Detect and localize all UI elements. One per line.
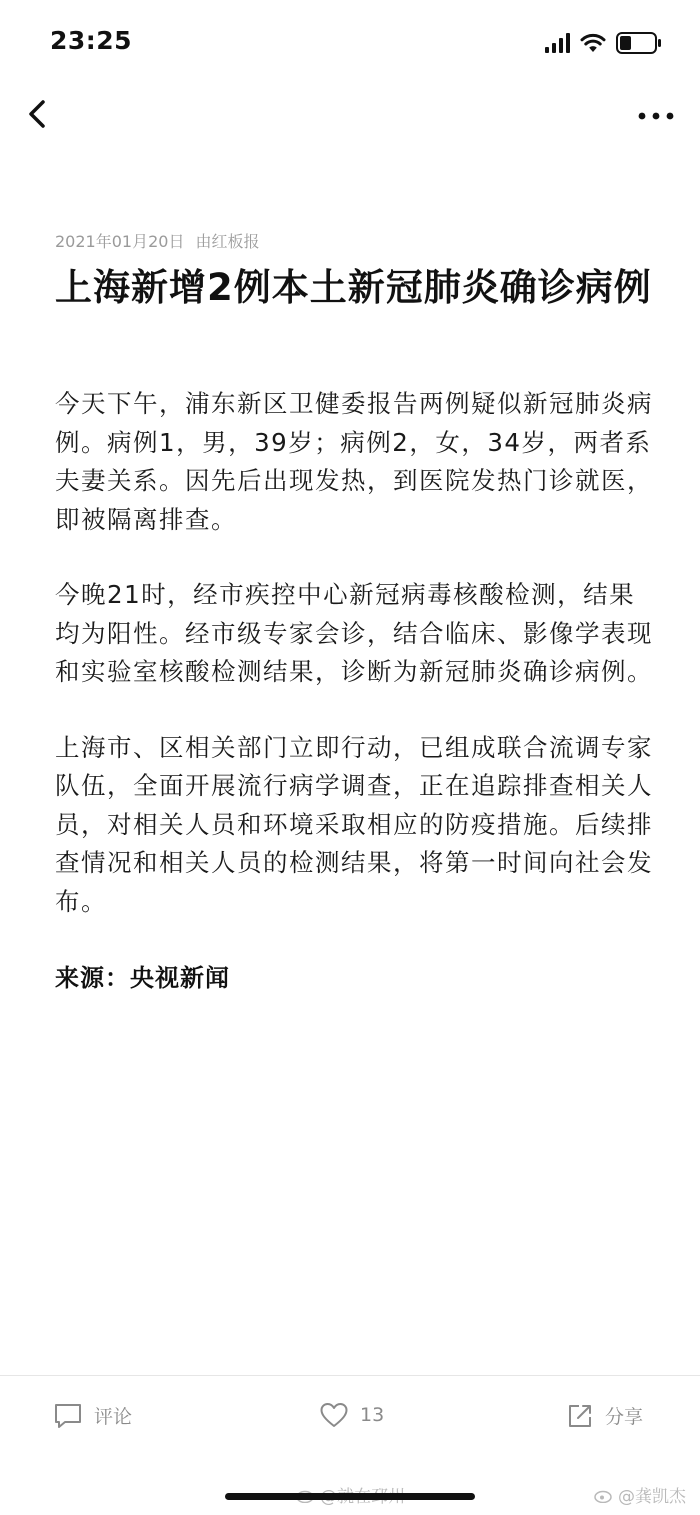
article-date: 2021年01月20日 [55, 232, 185, 251]
bottom-action-bar [0, 1375, 700, 1456]
article-paragraph: 今天下午，浦东新区卫健委报告两例疑似新冠肺炎病例。病例1，男，39岁；病例2，女，34岁，两者系夫妻关系。因先后出现发热，到医院发热门诊就医，即被隔离排查。 [55, 389, 653, 534]
article-meta [55, 226, 655, 258]
comment-icon [54, 1403, 82, 1429]
article-paragraph: 上海市、区相关部门立即行动，已组成联合流调专家队伍，全面开展流行病学调查，正在追踪排查相关人员，对相关人员和环境采取相应的防疫措施。后续排查情况和相关人员的检测结果，将第一时间向社会发布。 [55, 732, 653, 916]
heart-icon [320, 1402, 348, 1428]
article-paragraph: 今晚21时，经市疾控中心新冠病毒核酸检测，结果均为阳性。经市级专家会诊，结合临床、影像学表现和实验室核酸检测结果，诊断为新冠肺炎确诊病例。 [55, 580, 653, 686]
wifi-icon [580, 33, 606, 53]
nav-bar [0, 86, 700, 140]
weibo-watermark [594, 1482, 686, 1507]
cellular-signal-icon [545, 33, 570, 53]
share-icon [567, 1403, 593, 1429]
weibo-icon [594, 1487, 614, 1503]
battery-icon [616, 32, 662, 54]
share-button[interactable] [567, 1402, 643, 1429]
back-button[interactable] [22, 94, 56, 134]
status-time: 23:25 [50, 26, 133, 55]
like-count: 13 [360, 1404, 385, 1426]
comment-label: 评论 [94, 1406, 133, 1428]
article-source-line: 由红板报 [195, 232, 260, 251]
more-dots-icon [636, 94, 676, 134]
comment-button[interactable] [54, 1402, 132, 1429]
chevron-left-icon [22, 94, 56, 134]
like-button[interactable] [320, 1402, 384, 1428]
more-options-button[interactable] [636, 94, 676, 134]
share-label: 分享 [605, 1406, 644, 1428]
watermark-text: @龚凯杰 [618, 1487, 686, 1507]
article-title: 上海新增2例本土新冠肺炎确诊病例 [55, 266, 652, 309]
status-bar [0, 0, 700, 86]
home-indicator[interactable] [225, 1493, 475, 1500]
status-icons [545, 30, 662, 56]
article [55, 226, 655, 997]
article-footer-source: 来源：央视新闻 [55, 964, 230, 992]
